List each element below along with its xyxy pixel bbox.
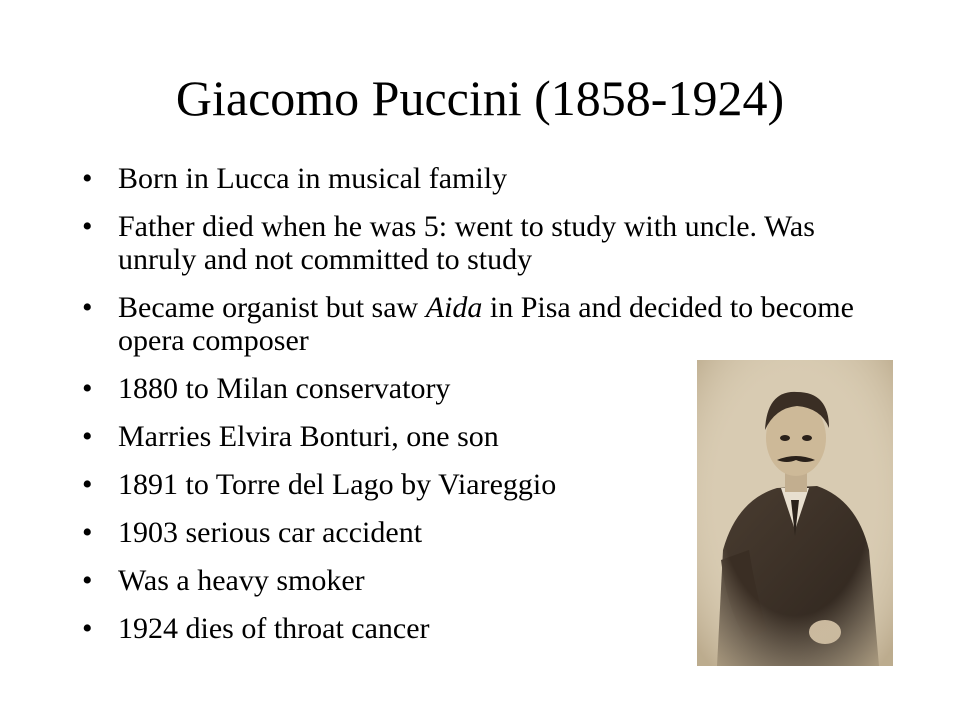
bullet-dot: • [82,291,93,324]
bullet-text-italic: Aida [425,291,483,324]
bullet-text: Was a heavy smoker [118,564,365,597]
bullet-text: in Pisa and decided to become opera composer [118,291,854,357]
bullet-item [80,291,880,357]
bullet-item [80,210,880,276]
bullet-dot: • [82,564,93,597]
bullet-text: 1903 serious car accident [118,516,423,549]
bullet-dot: • [82,612,93,645]
portrait-photo [697,360,893,666]
bullet-dot: • [82,468,93,501]
bullet-dot: • [82,162,93,195]
bullet-dot: • [82,420,93,453]
bullet-dot: • [82,372,93,405]
bullet-text: Became organist but saw [118,291,426,324]
bullet-text: Father died when he was 5: went to study with uncle. Was unruly and not committed to study [118,210,815,276]
bullet-dot: • [82,516,93,549]
bullet-text: 1924 dies of throat cancer [118,612,430,645]
bullet-text: Marries Elvira Bonturi, one son [118,420,499,453]
bullet-text: Born in Lucca in musical family [118,162,508,195]
bullet-text: 1891 to Torre del Lago by Viareggio [118,468,557,501]
bullet-text: 1880 to Milan conservatory [118,372,451,405]
bullet-dot: • [82,210,93,243]
slide-title: Giacomo Puccini (1858-1924) [175,70,785,126]
portrait-illustration [697,360,893,666]
bullet-item [80,162,880,195]
